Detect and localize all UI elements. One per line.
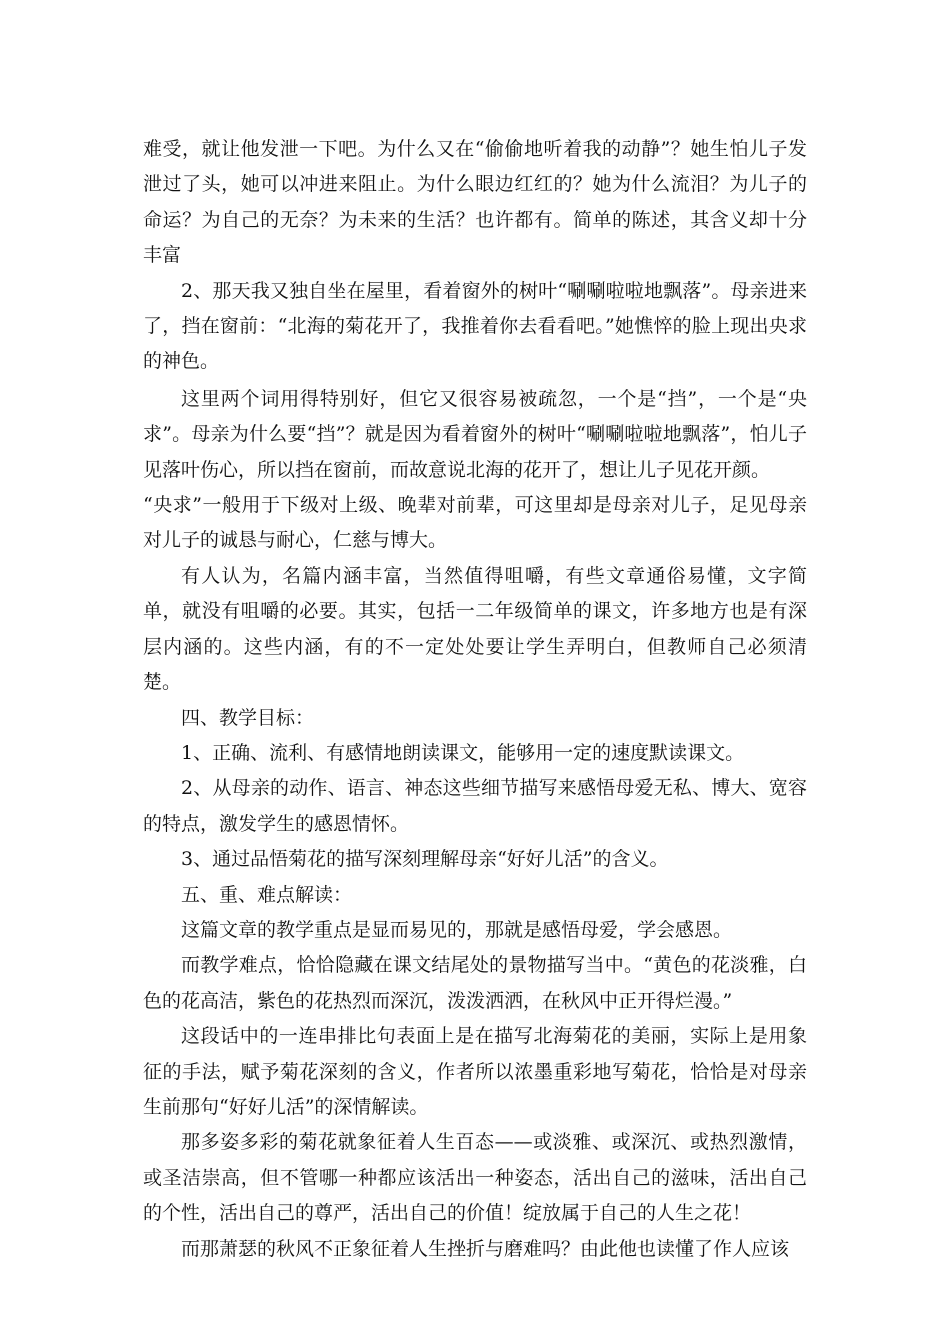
goal-item-1: 1、正确、流利、有感情地朗读课文，能够用一定的速度默读课文。: [181, 741, 745, 764]
paragraph-4: “央求”一般用于下级对上级、晚辈对前辈，可这里却是母亲对儿子，足见母亲对儿子的诚恳与耐心，仁慈与博大。: [143, 494, 807, 552]
paragraph-2: 2、那天我又独自坐在屋里，看着窗外的树叶“唰唰啦啦地飘落”。母亲进来了，挡在窗前：“北海的菊花开了，我推着你去看看吧。”她憔悴的脸上现出央求的神色。: [143, 279, 807, 373]
paragraph-difficulty: 而教学难点，恰恰隐藏在课文结尾处的景物描写当中。“黄色的花淡雅，白色的花高洁，紫色的花热烈而深沉，泼泼洒洒，在秋风中正开得烂漫。”: [143, 954, 807, 1012]
paragraph-autumn-wind: 而那萧瑟的秋风不正象征着人生挫折与磨难吗？由此他也读懂了作人应该: [181, 1237, 790, 1260]
paragraph-5: 有人认为，名篇内涵丰富，当然值得咀嚼，有些文章通俗易懂，文字简单，就没有咀嚼的必要。其实，包括一二年级简单的课文，许多地方也是有深层内涵的。这些内涵，有的不一定处处要让学生弄明白，但教师自己必须清楚。: [143, 564, 807, 694]
section-heading-teaching-goals: 四、教学目标：: [181, 706, 315, 729]
goal-item-3: 3、通过品悟菊花的描写深刻理解母亲“好好儿活”的含义。: [181, 848, 669, 871]
section-heading-key-points: 五、重、难点解读：: [181, 883, 353, 906]
paragraph-key-point: 这篇文章的教学重点是显而易见的，那就是感悟母爱，学会感恩。: [181, 918, 733, 941]
paragraph-chrysanthemum: 那多姿多彩的菊花就象征着人生百态——或淡雅、或深沉、或热烈激情，或圣洁崇高，但不管哪一种都应该活出一种姿态，活出自己的滋味，活出自己的个性，活出自己的尊严，活出自己的价值！绽放属于自己的人生之花！: [143, 1131, 807, 1225]
goal-item-2: 2、从母亲的动作、语言、神态这些细节描写来感悟母爱无私、博大、宽容的特点，激发学生的感恩情怀。: [143, 777, 807, 835]
paragraph-symbolism: 这段话中的一连串排比句表面上是在描写北海菊花的美丽，实际上是用象征的手法，赋予菊花深刻的含义，作者所以浓墨重彩地写菊花，恰恰是对母亲生前那句“好好儿活”的深情解读。: [143, 1025, 807, 1118]
paragraph-3: 这里两个词用得特别好，但它又很容易被疏忽，一个是“挡”，一个是“央求”。母亲为什么要“挡”？就是因为看着窗外的树叶“唰唰啦啦地飘落”，怕儿子见落叶伤心，所以挡在窗前，而故意说北海的花开了，想让儿子见花开颜。: [143, 387, 807, 481]
document-body: [143, 132, 807, 1267]
paragraph-1: 难受，就让他发泄一下吧。为什么又在“偷偷地听着我的动静”？她生怕儿子发泄过了头，她可以冲进来阻止。为什么眼边红红的？她为什么流泪？为儿子的命运？为自己的无奈？为未来的生活？也许都有。简单的陈述，其含义却十分丰富: [143, 138, 807, 267]
